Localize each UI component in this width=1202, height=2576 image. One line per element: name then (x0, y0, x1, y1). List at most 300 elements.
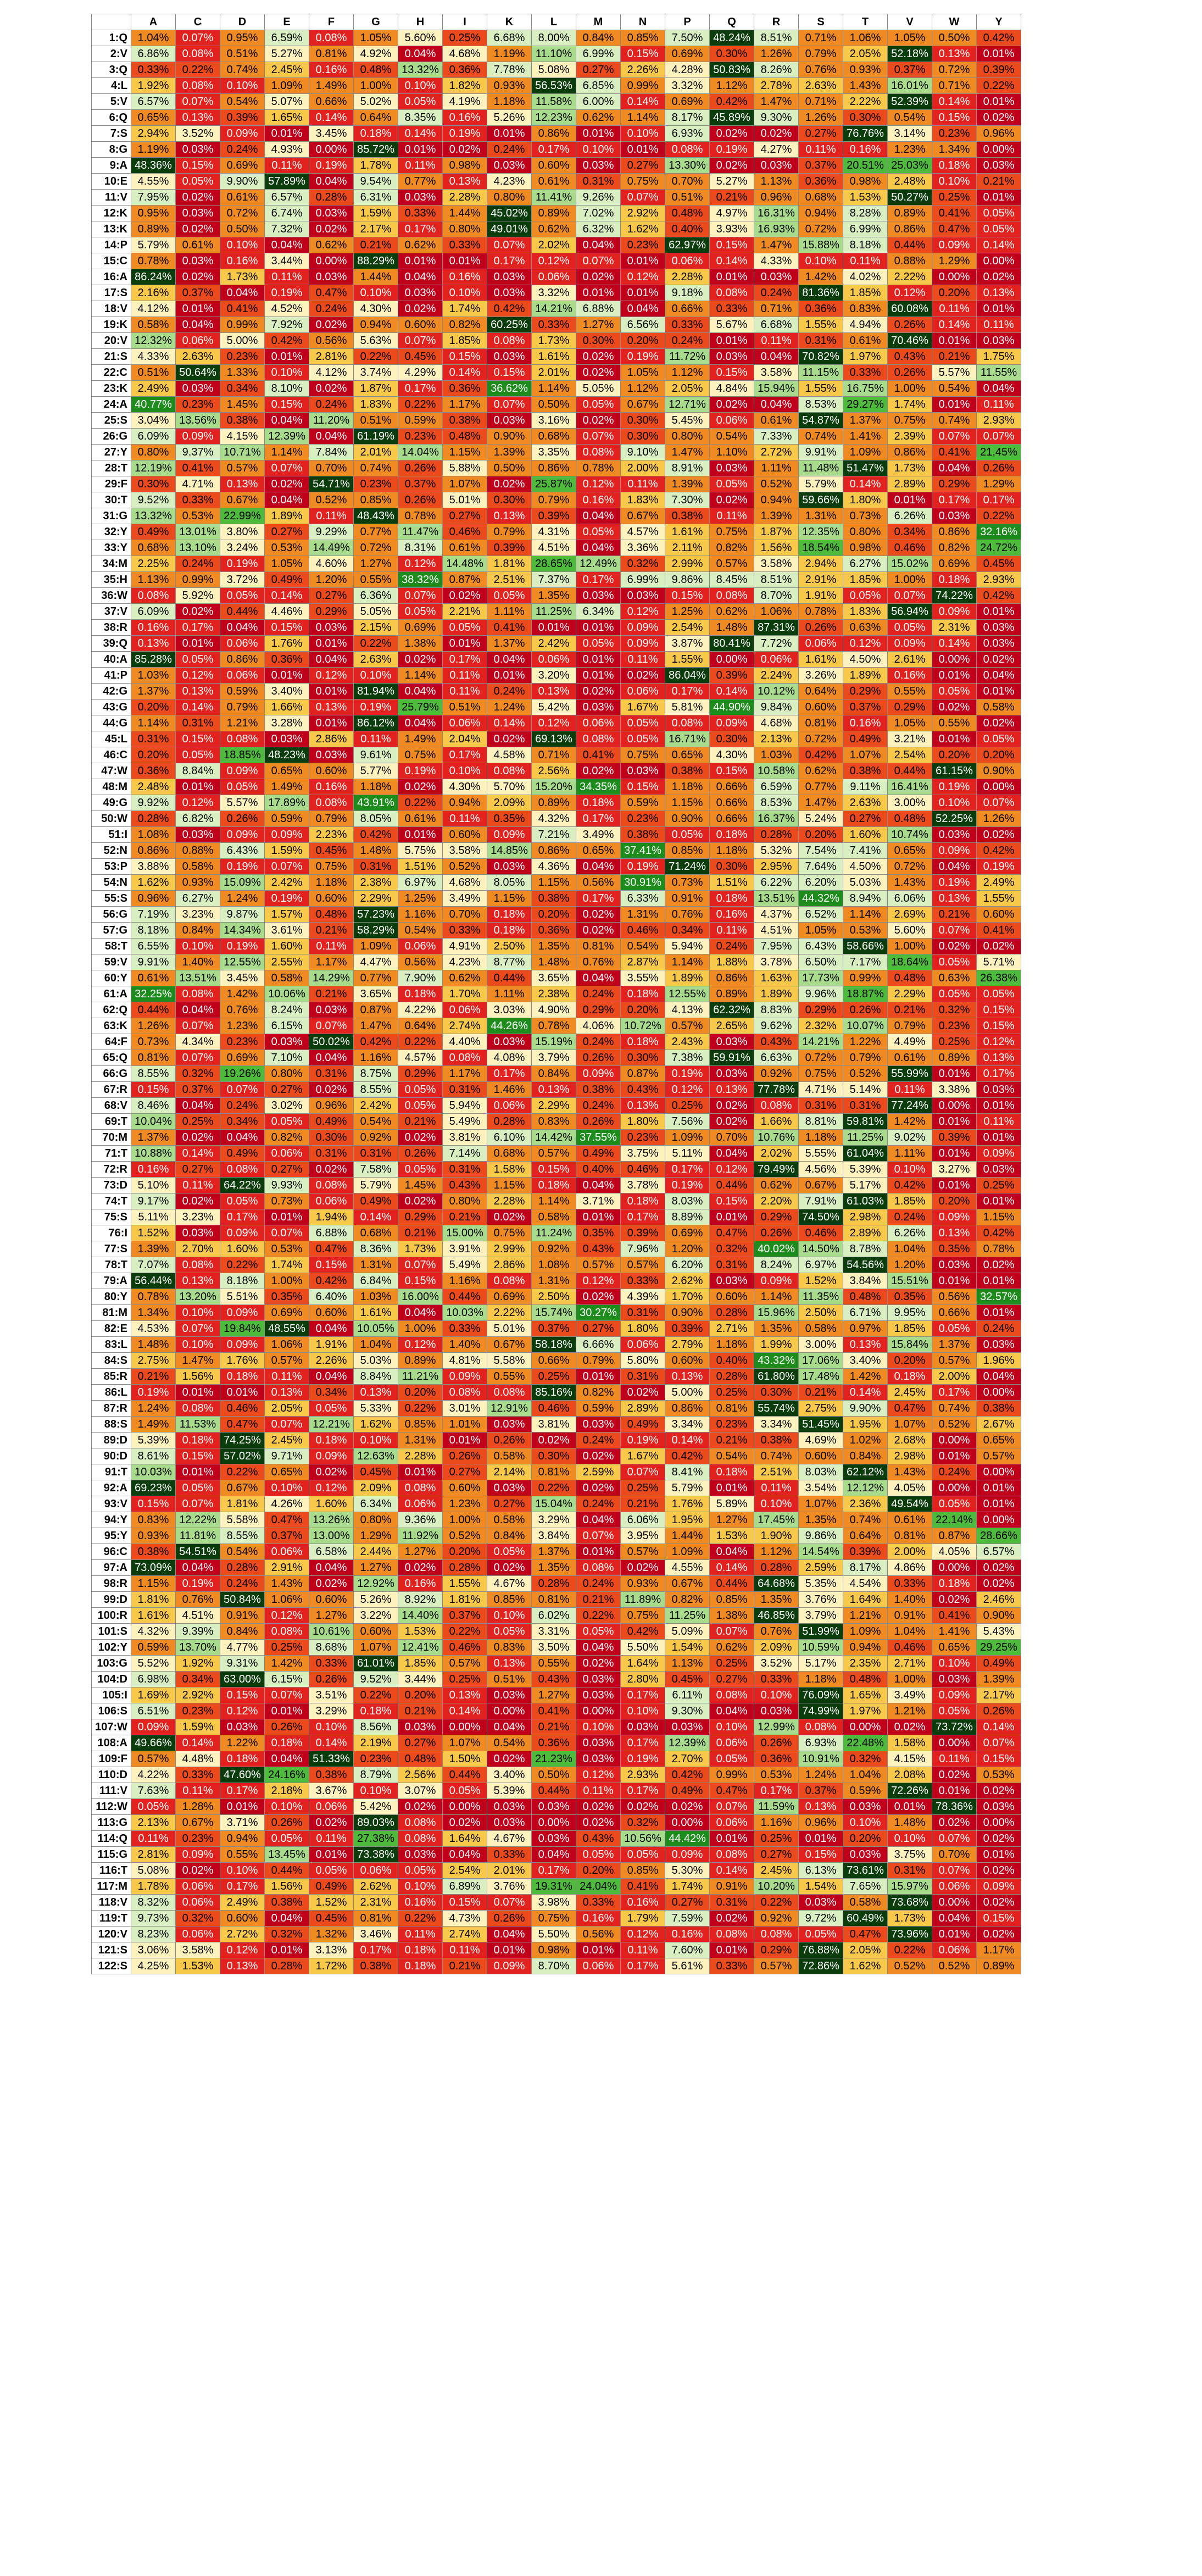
table-cell: 1.15% (665, 795, 710, 811)
table-cell: 9.52% (354, 1672, 398, 1687)
table-cell: 12.71% (665, 397, 710, 413)
table-cell: 0.57% (621, 1257, 665, 1273)
table-cell: 0.42% (888, 1178, 932, 1193)
table-cell: 0.29% (398, 1209, 443, 1225)
table-cell: 0.38% (754, 1433, 799, 1448)
table-cell: 2.48% (888, 174, 932, 190)
table-cell: 0.80% (265, 1066, 309, 1082)
table-cell: 0.05% (220, 588, 265, 604)
table-cell: 0.69% (932, 556, 977, 572)
row-label: 72:R (92, 1162, 131, 1178)
row-label: 22:C (92, 365, 131, 381)
row-label: 46:C (92, 747, 131, 763)
table-cell: 0.05% (932, 1703, 977, 1719)
table-row (92, 1863, 1021, 1879)
table-cell: 0.93% (487, 78, 532, 94)
table-cell: 13.70% (176, 1640, 220, 1656)
table-cell: 0.81% (576, 939, 621, 954)
table-cell: 0.06% (443, 1002, 487, 1018)
table-cell: 0.08% (443, 1385, 487, 1401)
table-cell: 1.76% (665, 1496, 710, 1512)
table-cell: 0.14% (443, 365, 487, 381)
table-cell: 0.86% (220, 652, 265, 668)
table-cell: 2.29% (532, 1098, 576, 1114)
table-cell: 1.22% (220, 1735, 265, 1751)
table-cell: 0.01% (977, 190, 1021, 206)
table-cell: 1.37% (131, 1130, 176, 1146)
table-cell: 0.14% (265, 588, 309, 604)
column-header: L (532, 14, 576, 30)
table-cell: 0.38% (576, 1082, 621, 1098)
table-row (92, 1433, 1021, 1448)
table-cell: 48.43% (354, 508, 398, 524)
table-cell: 0.68% (799, 190, 843, 206)
table-cell: 1.92% (176, 1656, 220, 1672)
table-cell: 0.32% (621, 556, 665, 572)
table-cell: 0.09% (220, 1305, 265, 1321)
row-label: 15:C (92, 253, 131, 269)
table-cell: 2.89% (621, 1401, 665, 1417)
table-cell: 1.09% (843, 445, 888, 460)
table-cell: 0.01% (176, 1464, 220, 1480)
table-cell: 1.48% (354, 843, 398, 859)
table-cell: 30.27% (576, 1305, 621, 1321)
table-cell: 0.09% (131, 1719, 176, 1735)
table-cell: 0.19% (398, 763, 443, 779)
table-cell: 0.61% (754, 413, 799, 429)
table-cell: 5.39% (487, 1783, 532, 1799)
table-cell: 0.31% (354, 1146, 398, 1162)
table-cell: 0.95% (131, 206, 176, 221)
table-cell: 0.02% (487, 476, 532, 492)
table-cell: 0.69% (220, 158, 265, 174)
table-cell: 0.04% (487, 652, 532, 668)
table-cell: 1.06% (265, 1592, 309, 1608)
table-cell: 0.57% (443, 1656, 487, 1672)
table-cell: 0.31% (621, 1305, 665, 1321)
table-cell: 1.55% (799, 381, 843, 397)
table-cell: 0.54% (487, 1735, 532, 1751)
table-row (92, 779, 1021, 795)
table-cell: 1.03% (354, 1289, 398, 1305)
table-cell: 0.07% (176, 1050, 220, 1066)
table-cell: 0.24% (576, 1098, 621, 1114)
table-cell: 0.10% (443, 763, 487, 779)
table-cell: 5.52% (131, 1656, 176, 1672)
table-cell: 0.71% (799, 30, 843, 46)
table-cell: 0.12% (309, 668, 354, 684)
table-row (92, 1640, 1021, 1656)
table-cell: 0.04% (710, 1544, 754, 1560)
table-cell: 0.02% (576, 413, 621, 429)
table-cell: 4.50% (843, 859, 888, 875)
table-cell: 1.87% (354, 381, 398, 397)
table-cell: 0.27% (799, 126, 843, 142)
row-label: 33:Y (92, 540, 131, 556)
table-cell: 0.85% (398, 1417, 443, 1433)
table-cell: 56.53% (532, 78, 576, 94)
table-cell: 5.10% (131, 1178, 176, 1193)
table-cell: 0.62% (710, 604, 754, 620)
table-cell: 2.18% (265, 1783, 309, 1799)
table-row (92, 46, 1021, 62)
table-cell: 0.01% (710, 1942, 754, 1958)
table-cell: 0.07% (932, 1863, 977, 1879)
row-label: 30:T (92, 492, 131, 508)
table-cell: 5.42% (354, 1799, 398, 1815)
table-cell: 0.26% (265, 1815, 309, 1831)
table-cell: 6.68% (754, 317, 799, 333)
table-cell: 0.44% (532, 1783, 576, 1799)
table-cell: 4.15% (220, 429, 265, 445)
table-cell: 1.47% (799, 795, 843, 811)
table-cell: 1.11% (487, 986, 532, 1002)
table-cell: 1.07% (354, 1640, 398, 1656)
table-cell: 0.03% (487, 1815, 532, 1831)
table-cell: 3.29% (309, 1703, 354, 1719)
data-table (91, 14, 1021, 1974)
table-cell: 0.93% (843, 62, 888, 78)
table-cell: 0.02% (532, 1433, 576, 1448)
table-cell: 1.52% (131, 1225, 176, 1241)
table-cell: 14.21% (532, 301, 576, 317)
table-cell: 4.02% (843, 269, 888, 285)
table-cell: 0.08% (176, 1257, 220, 1273)
table-cell: 0.19% (621, 349, 665, 365)
table-cell: 0.86% (888, 221, 932, 237)
table-cell: 4.67% (487, 1576, 532, 1592)
table-cell: 0.03% (710, 1034, 754, 1050)
table-cell: 7.63% (131, 1783, 176, 1799)
table-cell: 0.60% (799, 699, 843, 715)
table-cell: 0.02% (665, 1799, 710, 1815)
table-cell: 0.27% (621, 158, 665, 174)
table-cell: 0.17% (487, 1066, 532, 1082)
table-cell: 0.08% (309, 1178, 354, 1193)
table-cell: 1.07% (799, 1496, 843, 1512)
table-cell: 3.75% (888, 1847, 932, 1863)
table-cell: 0.05% (576, 524, 621, 540)
table-cell: 0.53% (265, 1241, 309, 1257)
table-cell: 3.81% (532, 1417, 576, 1433)
table-cell: 0.38% (621, 827, 665, 843)
table-row (92, 110, 1021, 126)
table-cell: 1.04% (888, 1624, 932, 1640)
table-cell: 0.17% (487, 253, 532, 269)
table-cell: 0.47% (220, 1417, 265, 1433)
table-cell: 1.00% (265, 1273, 309, 1289)
table-cell: 0.75% (621, 174, 665, 190)
table-cell: 1.22% (843, 1034, 888, 1050)
table-cell: 4.40% (443, 1034, 487, 1050)
row-label: 108:A (92, 1735, 131, 1751)
table-cell: 0.47% (888, 1401, 932, 1417)
table-cell: 0.80% (665, 429, 710, 445)
table-cell: 3.45% (309, 126, 354, 142)
table-cell: 0.11% (265, 269, 309, 285)
table-cell: 1.31% (799, 508, 843, 524)
table-cell: 6.93% (665, 126, 710, 142)
table-cell: 12.39% (665, 1735, 710, 1751)
table-cell: 0.06% (176, 1895, 220, 1911)
table-cell: 0.82% (443, 317, 487, 333)
table-cell: 1.56% (176, 1369, 220, 1385)
table-cell: 0.92% (754, 1066, 799, 1082)
table-cell: 0.61% (888, 1512, 932, 1528)
table-cell: 3.65% (532, 970, 576, 986)
table-cell: 4.12% (131, 301, 176, 317)
row-label: 90:D (92, 1448, 131, 1464)
table-cell: 0.04% (754, 397, 799, 413)
table-cell: 4.81% (443, 1353, 487, 1369)
table-row (92, 1018, 1021, 1034)
table-cell: 14.21% (799, 1034, 843, 1050)
table-cell: 0.11% (443, 811, 487, 827)
row-label: 109:F (92, 1751, 131, 1767)
table-row (92, 1911, 1021, 1927)
table-cell: 0.39% (665, 1321, 710, 1337)
table-cell: 0.26% (843, 1002, 888, 1018)
table-cell: 2.45% (265, 1433, 309, 1448)
table-cell: 0.04% (754, 349, 799, 365)
table-cell: 0.08% (309, 795, 354, 811)
table-cell: 8.24% (754, 1257, 799, 1273)
row-label: 74:T (92, 1193, 131, 1209)
table-cell: 0.14% (932, 636, 977, 652)
table-cell: 0.38% (665, 763, 710, 779)
table-cell: 0.09% (265, 827, 309, 843)
table-cell: 0.03% (176, 381, 220, 397)
table-cell: 1.70% (443, 986, 487, 1002)
table-cell: 0.42% (309, 1273, 354, 1289)
table-cell: 0.60% (443, 1480, 487, 1496)
table-cell: 0.06% (754, 652, 799, 668)
table-cell: 0.03% (398, 190, 443, 206)
table-cell: 1.18% (799, 1672, 843, 1687)
table-cell: 0.18% (354, 126, 398, 142)
table-cell: 15.84% (888, 1337, 932, 1353)
table-row (92, 556, 1021, 572)
table-cell: 5.03% (354, 1353, 398, 1369)
table-cell: 8.68% (309, 1640, 354, 1656)
table-cell: 0.05% (131, 1799, 176, 1815)
table-cell: 0.33% (843, 365, 888, 381)
table-cell: 8.28% (843, 206, 888, 221)
table-cell: 0.75% (398, 747, 443, 763)
table-cell: 0.17% (621, 1958, 665, 1974)
table-cell: 0.19% (932, 779, 977, 795)
table-cell: 0.45% (398, 349, 443, 365)
table-row (92, 1385, 1021, 1401)
table-cell: 0.02% (398, 652, 443, 668)
row-label: 11:V (92, 190, 131, 206)
table-cell: 0.01% (799, 1831, 843, 1847)
table-cell: 2.28% (487, 1193, 532, 1209)
table-cell: 16.01% (888, 78, 932, 94)
table-cell: 0.22% (977, 508, 1021, 524)
table-cell: 1.10% (710, 445, 754, 460)
table-cell: 0.17% (621, 1209, 665, 1225)
row-label: 79:A (92, 1273, 131, 1289)
table-cell: 3.02% (265, 1098, 309, 1114)
table-cell: 6.68% (487, 30, 532, 46)
table-cell: 0.12% (576, 1273, 621, 1289)
table-cell: 0.67% (220, 1480, 265, 1496)
table-cell: 0.58% (487, 1448, 532, 1464)
table-cell: 0.12% (621, 1927, 665, 1942)
table-cell: 0.06% (621, 684, 665, 699)
table-cell: 6.99% (843, 221, 888, 237)
table-cell: 0.29% (843, 684, 888, 699)
table-cell: 0.05% (665, 827, 710, 843)
table-cell: 0.03% (220, 1719, 265, 1735)
table-cell: 0.13% (131, 636, 176, 652)
table-cell: 1.35% (532, 939, 576, 954)
table-row (92, 1576, 1021, 1592)
column-header: F (309, 14, 354, 30)
table-cell: 1.89% (754, 986, 799, 1002)
table-cell: 0.14% (710, 1560, 754, 1576)
table-cell: 4.51% (532, 540, 576, 556)
table-cell: 0.01% (621, 253, 665, 269)
table-cell: 1.03% (131, 668, 176, 684)
table-cell: 48.23% (265, 747, 309, 763)
table-cell: 2.19% (354, 1735, 398, 1751)
table-cell: 0.28% (487, 1114, 532, 1130)
table-cell: 0.01% (932, 1273, 977, 1289)
row-label: 28:T (92, 460, 131, 476)
table-cell: 1.92% (131, 78, 176, 94)
table-cell: 3.16% (532, 413, 576, 429)
table-cell: 8.70% (532, 1958, 576, 1974)
table-cell: 4.19% (443, 94, 487, 110)
table-cell: 0.20% (398, 1687, 443, 1703)
table-cell: 4.84% (710, 381, 754, 397)
row-label: 97:A (92, 1560, 131, 1576)
table-cell: 2.71% (710, 1321, 754, 1337)
table-cell: 5.03% (843, 875, 888, 891)
table-cell: 1.07% (843, 747, 888, 763)
table-cell: 13.56% (176, 413, 220, 429)
table-cell: 0.14% (176, 699, 220, 715)
table-cell: 0.46% (443, 524, 487, 540)
table-cell: 0.59% (131, 1640, 176, 1656)
table-cell: 0.96% (754, 190, 799, 206)
table-cell: 0.85% (354, 492, 398, 508)
table-cell: 5.92% (176, 588, 220, 604)
table-cell: 3.67% (309, 1783, 354, 1799)
table-cell: 8.53% (799, 397, 843, 413)
table-cell: 0.02% (754, 126, 799, 142)
table-cell: 0.26% (799, 620, 843, 636)
table-cell: 80.41% (710, 636, 754, 652)
table-cell: 0.33% (710, 301, 754, 317)
table-cell: 2.20% (754, 1193, 799, 1209)
table-cell: 0.04% (309, 1321, 354, 1337)
table-cell: 0.16% (843, 142, 888, 158)
table-cell: 0.81% (354, 1911, 398, 1927)
table-cell: 11.89% (621, 1592, 665, 1608)
table-cell: 12.35% (799, 524, 843, 540)
table-cell: 1.46% (487, 1082, 532, 1098)
table-cell: 0.19% (309, 158, 354, 174)
table-cell: 1.16% (443, 1273, 487, 1289)
table-cell: 3.06% (131, 1942, 176, 1958)
table-cell: 1.17% (309, 954, 354, 970)
table-cell: 1.15% (532, 875, 576, 891)
table-cell: 0.06% (932, 1879, 977, 1895)
table-cell: 3.32% (532, 285, 576, 301)
table-cell: 8.55% (220, 1528, 265, 1544)
table-cell: 1.61% (354, 1305, 398, 1321)
table-cell: 0.18% (487, 907, 532, 923)
table-cell: 0.01% (176, 779, 220, 795)
table-cell: 58.29% (354, 923, 398, 939)
table-cell: 0.15% (398, 1273, 443, 1289)
table-cell: 6.34% (576, 604, 621, 620)
table-cell: 0.38% (843, 763, 888, 779)
table-cell: 0.19% (443, 126, 487, 142)
table-cell: 9.39% (176, 1624, 220, 1640)
table-cell: 6.82% (176, 811, 220, 827)
table-cell: 0.08% (398, 1831, 443, 1847)
table-cell: 0.00% (932, 652, 977, 668)
table-row (92, 1448, 1021, 1464)
table-cell: 5.17% (799, 1656, 843, 1672)
table-cell: 5.11% (131, 1209, 176, 1225)
table-cell: 5.35% (799, 1576, 843, 1592)
table-cell: 0.00% (932, 1433, 977, 1448)
table-cell: 2.72% (754, 445, 799, 460)
table-cell: 0.80% (443, 1193, 487, 1209)
table-cell: 18.54% (799, 540, 843, 556)
table-cell: 0.52% (932, 1417, 977, 1433)
table-cell: 0.11% (398, 1927, 443, 1942)
table-cell: 4.28% (665, 62, 710, 78)
table-cell: 0.37% (398, 476, 443, 492)
table-cell: 0.12% (710, 1162, 754, 1178)
table-cell: 1.27% (398, 1544, 443, 1560)
table-cell: 2.05% (843, 1942, 888, 1958)
table-cell: 7.41% (843, 843, 888, 859)
row-label: 60:Y (92, 970, 131, 986)
table-cell: 10.76% (754, 1130, 799, 1146)
table-cell: 1.85% (443, 333, 487, 349)
table-cell: 0.48% (665, 206, 710, 221)
column-header: T (843, 14, 888, 30)
table-cell: 0.22% (176, 62, 220, 78)
table-cell: 73.09% (131, 1560, 176, 1576)
table-cell: 12.12% (843, 1480, 888, 1496)
table-cell: 1.73% (888, 1911, 932, 1927)
table-row (92, 301, 1021, 317)
table-cell: 0.72% (799, 221, 843, 237)
table-row (92, 492, 1021, 508)
table-cell: 0.01% (532, 620, 576, 636)
table-cell: 1.42% (220, 986, 265, 1002)
table-cell: 0.53% (265, 540, 309, 556)
table-cell: 0.04% (576, 540, 621, 556)
table-cell: 1.11% (888, 1146, 932, 1162)
table-cell: 0.43% (754, 1034, 799, 1050)
table-cell: 7.33% (754, 429, 799, 445)
table-cell: 9.37% (176, 445, 220, 460)
table-cell: 0.06% (398, 1496, 443, 1512)
table-cell: 0.54% (220, 1544, 265, 1560)
table-cell: 0.77% (799, 779, 843, 795)
table-cell: 1.59% (354, 206, 398, 221)
table-cell: 0.67% (665, 1576, 710, 1592)
